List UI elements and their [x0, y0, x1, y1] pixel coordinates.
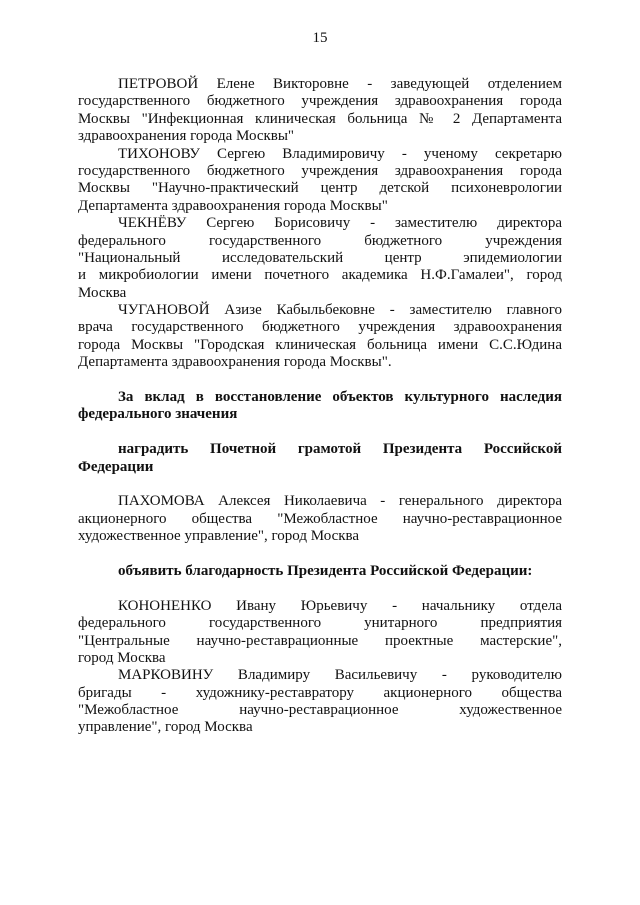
text-line: художественное управление", город Москва: [78, 528, 360, 545]
section-spacer: [78, 580, 562, 597]
para-chekhnev: [78, 215, 562, 302]
text-line: государственного бюджетного учреждения здравоохранения города: [78, 162, 562, 179]
section-spacer: [78, 424, 562, 441]
para-kononenko: [78, 598, 562, 668]
text-line: и микробиологии имени почетного академика Н.Ф.Гамалеи", город: [78, 267, 562, 284]
text-line: Департамента здравоохранения города Москвы": [78, 197, 388, 214]
text-line: "Центральные научно-реставрационные проектные мастерские",: [78, 632, 562, 649]
heading-line: федерального значения: [78, 406, 238, 423]
text-line: город Москва: [78, 649, 166, 666]
text-line: федерального государственного унитарного предприятия: [78, 615, 562, 632]
text-line: Москвы "Научно-практический центр детской психоневрологии: [78, 180, 562, 197]
text-line: города Москвы "Городская клиническая больница имени С.С.Юдина: [78, 336, 562, 353]
para-markovin: [78, 667, 562, 737]
para-tikhonov: [78, 146, 562, 216]
section-spacer: [78, 476, 562, 493]
text-line: ЧУГАНОВОЙ Азизе Кабыльбековне - заместителю главного: [118, 302, 562, 319]
para-petrova: [78, 76, 562, 146]
text-line: здравоохранения города Москвы": [78, 128, 295, 145]
heading-line: За вклад в восстановление объектов культурного наследия: [118, 389, 562, 406]
text-line: КОНОНЕНКО Ивану Юрьевичу - начальнику отдела: [118, 597, 562, 614]
para-chuganova: [78, 302, 562, 372]
section-spacer: [78, 546, 562, 563]
text-line: МАРКОВИНУ Владимиру Васильевичу - руководителю: [118, 667, 562, 684]
text-line: Москвы "Инфекционная клиническая больница № 2 Департамента: [78, 110, 562, 127]
text-line: государственного бюджетного учреждения здравоохранения города: [78, 93, 562, 110]
text-line: ЧЕКНЁВУ Сергею Борисовичу - заместителю директора: [118, 215, 562, 232]
section-spacer: [78, 372, 562, 389]
heading-gratitude: [78, 563, 562, 580]
heading-line: Федерации: [78, 458, 154, 475]
text-line: акционерного общества "Межобластное научно-реставрационное: [78, 510, 562, 527]
para-pakhomov: [78, 493, 562, 545]
text-line: ТИХОНОВУ Сергею Владимировичу - ученому секретарю: [118, 145, 562, 162]
document-body: [78, 76, 562, 737]
text-line: ПЕТРОВОЙ Елене Викторовне - заведующей отделением: [118, 76, 562, 92]
text-line: Москва: [78, 284, 127, 301]
page-number: 15: [312, 30, 328, 46]
text-line: "Национальный исследовательский центр эпидемиологии: [78, 249, 562, 266]
heading-award-gramota: [78, 441, 562, 476]
text-line: управление", город Москва: [78, 719, 253, 736]
heading-cultural-heritage: [78, 389, 562, 424]
text-line: Департамента здравоохранения города Москвы".: [78, 354, 392, 371]
heading-line: наградить Почетной грамотой Президента Российской: [118, 441, 562, 458]
heading-line: объявить благодарность Президента Российской Федерации:: [118, 562, 533, 579]
text-line: ПАХОМОВА Алексея Николаевича - генерального директора: [118, 493, 562, 510]
text-line: "Межобластное научно-реставрационное художественное: [78, 702, 562, 719]
text-line: бригады - художнику-реставратору акционерного общества: [78, 684, 562, 701]
text-line: врача государственного бюджетного учреждения здравоохранения: [78, 319, 562, 336]
text-line: федерального государственного бюджетного учреждения: [78, 232, 562, 249]
